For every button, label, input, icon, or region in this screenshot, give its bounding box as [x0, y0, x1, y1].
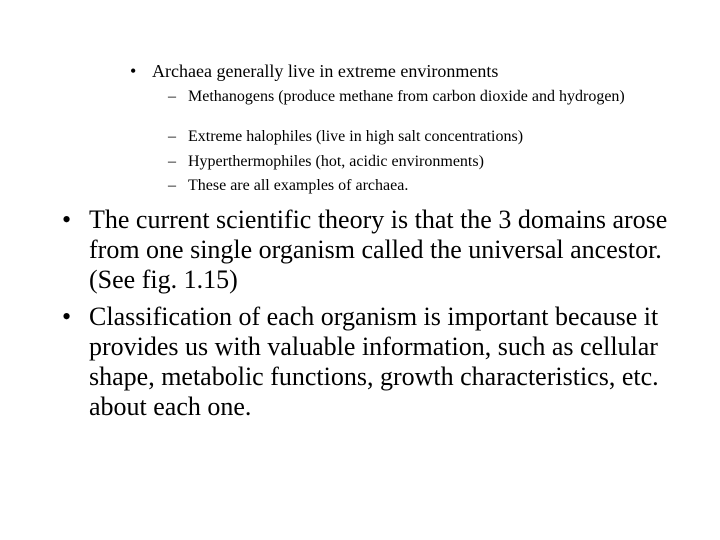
dash-marker: – [168, 177, 176, 194]
hyperthermophiles-text: Hyperthermophiles (hot, acidic environments) [188, 153, 484, 170]
universal-ancestor-text: The current scientific theory is that the 3 domains arose from one single organism called the universal ancestor. (See fig. 1.15) [89, 205, 668, 294]
dash-marker: – [168, 128, 176, 145]
halophiles-text: Extreme halophiles (live in high salt concentrations) [188, 128, 524, 145]
bullet-marker: • [62, 205, 72, 234]
classification-text: Classification of each organism is important because it provides us with valuable information, such as cellular shape, metabolic functions, growth characteristics, etc. about each one. [89, 302, 659, 421]
bullet-marker: • [62, 302, 72, 331]
dash-marker: – [168, 153, 176, 170]
methanogens-text: Methanogens (produce methane from carbon dioxide and hydrogen) [188, 88, 625, 105]
archaea-bullet-text: Archaea generally live in extreme environments [152, 61, 499, 81]
bullet-marker: • [130, 61, 137, 81]
dash-marker: – [168, 88, 176, 105]
archaea-examples-text: These are all examples of archaea. [188, 177, 409, 194]
